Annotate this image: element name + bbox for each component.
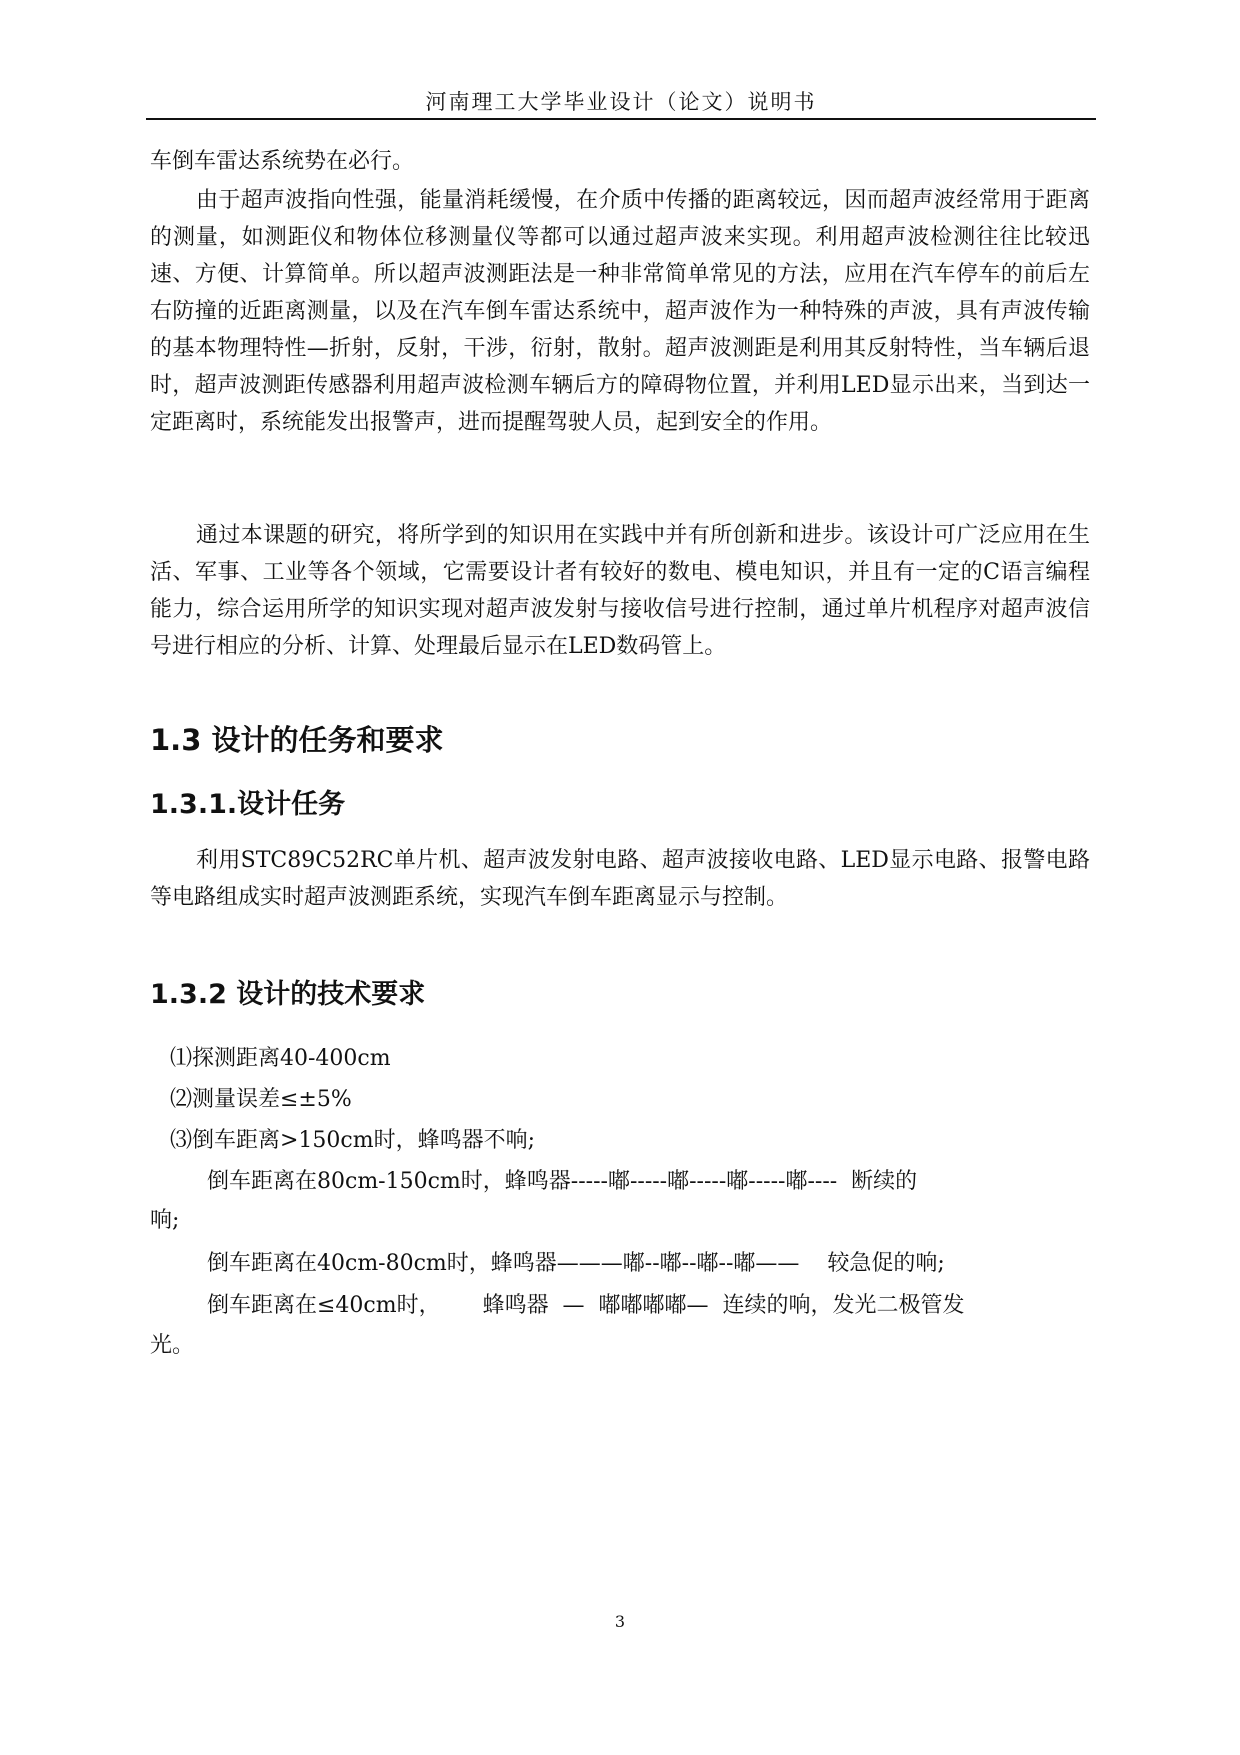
requirement-item-4: 倒车距离在80cm-150cm时，蜂鸣器-----嘟-----嘟-----嘟-----嘟---- 断续的 xyxy=(207,1169,918,1194)
requirement-item-4-cont: 响; xyxy=(150,1208,180,1233)
paragraph-continuation: 车倒车雷达系统势在必行。 xyxy=(150,149,415,174)
section-heading-1-3: 1.3 设计的任务和要求 xyxy=(150,723,444,757)
page-header-title: 河南理工大学毕业设计（论文）说明书 xyxy=(425,90,817,114)
page-number: 3 xyxy=(614,1612,626,1631)
requirement-item-1: ⑴探测距离40-400cm xyxy=(170,1046,391,1071)
subsection-heading-1-3-1: 1.3.1.设计任务 xyxy=(150,789,346,820)
requirement-item-6: 倒车距离在≤40cm时， 蜂鸣器 — 嘟嘟嘟嘟— 连续的响，发光二极管发 xyxy=(207,1293,965,1318)
paragraph-ultrasonic-intro: 由于超声波指向性强，能量消耗缓慢，在介质中传播的距离较远，因而超声波经常用于距离的测量，如测距仪和物体位移测量仪等都可以通过超声波来实现。利用超声波检测往往比较迅速、方便、计算简单。所以超声波测距法是一种非常简单常见的方法，应用在汽车停车的前后左右防撞的近距离测量，以及在汽车倒车雷达系统中，超声波作为一种特殊的声波，具有声波传输的基本物理特性—折射，反射，干涉，衍射，散射。超声波测距是利用其反射特性，当车辆后退时，超声波测距传感器利用超声波检测车辆后方的障碍物位置，并利用LED显示出来，当到达一定距离时，系统能发出报警声，进而提醒驾驶人员，起到安全的作用。 xyxy=(150,188,1090,435)
paragraph-design-task: 利用STC89C52RC单片机、超声波发射电路、超声波接收电路、LED显示电路、报警电路等电路组成实时超声波测距系统，实现汽车倒车距离显示与控制。 xyxy=(150,848,1090,910)
requirement-item-3: ⑶倒车距离>150cm时，蜂鸣器不响; xyxy=(170,1128,536,1153)
requirement-item-6-cont: 光。 xyxy=(150,1333,195,1358)
subsection-heading-1-3-2: 1.3.2 设计的技术要求 xyxy=(150,979,426,1010)
requirement-item-2: ⑵测量误差≤±5% xyxy=(170,1087,352,1112)
header-divider xyxy=(146,118,1096,120)
paragraph-project-purpose: 通过本课题的研究，将所学到的知识用在实践中并有所创新和进步。该设计可广泛应用在生活、军事、工业等各个领域，它需要设计者有较好的数电、模电知识，并且有一定的C语言编程能力，综合运用所学的知识实现对超声波发射与接收信号进行控制，通过单片机程序对超声波信号进行相应的分析、计算、处理最后显示在LED数码管上。 xyxy=(150,523,1090,659)
requirement-item-5: 倒车距离在40cm-80cm时，蜂鸣器———嘟--嘟--嘟--嘟—— 较急促的响; xyxy=(207,1251,945,1276)
